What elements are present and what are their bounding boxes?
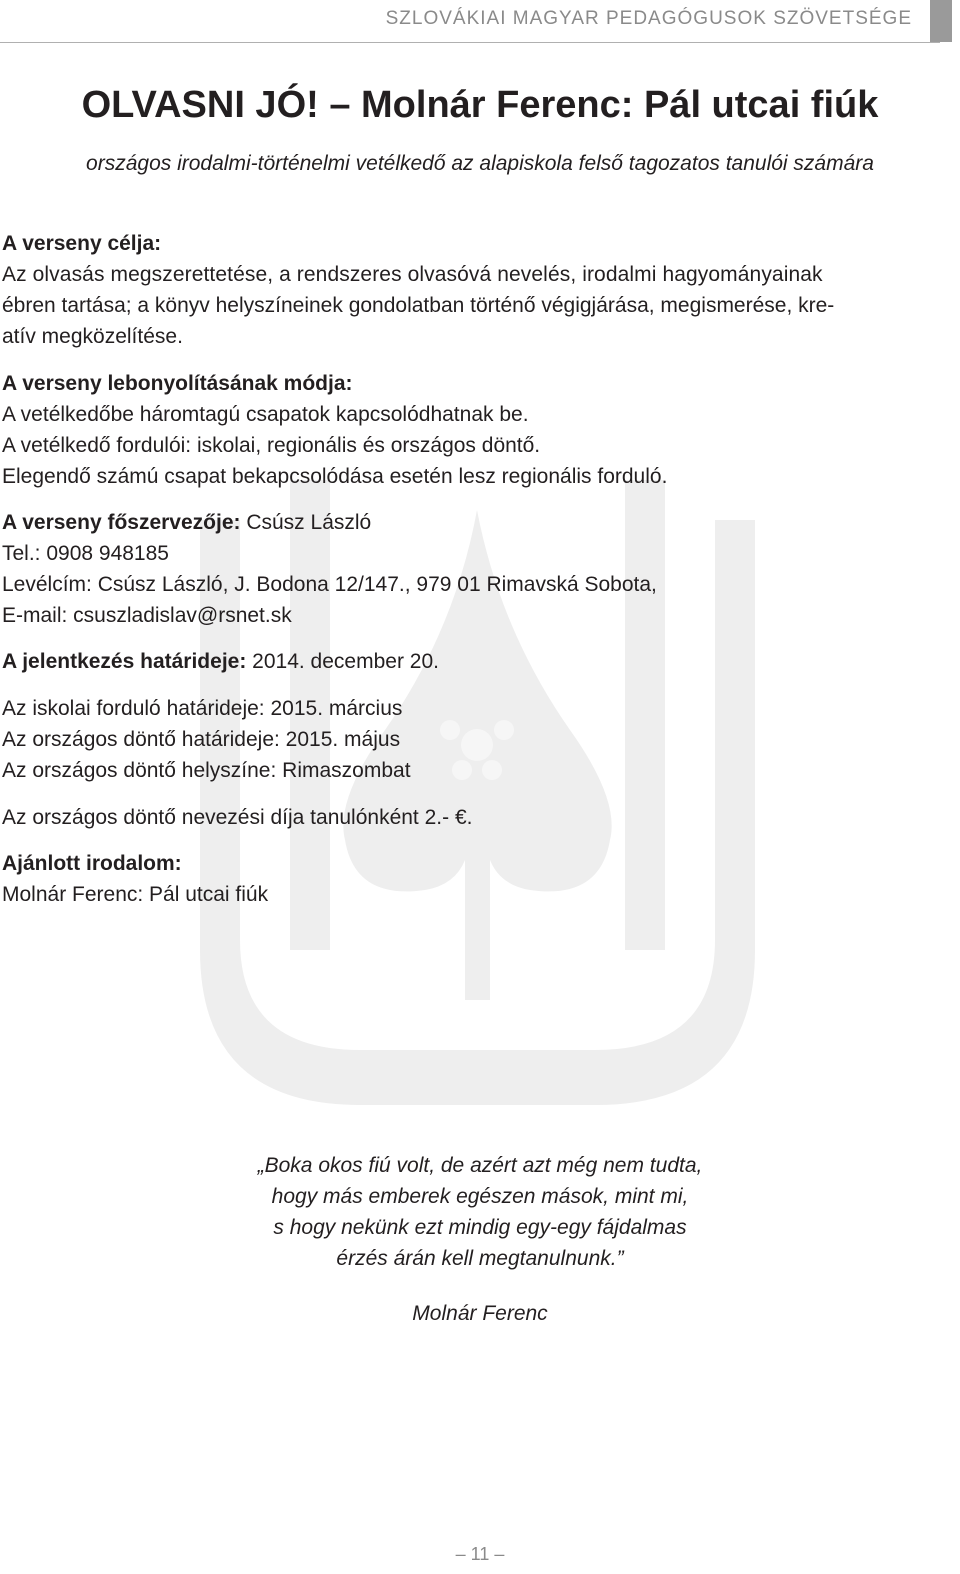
page-title: OLVASNI JÓ! – Molnár Ferenc: Pál utcai fiúk [81,84,879,126]
method-line: Elegendő számú csapat bekapcsolódása esetén lesz regionális forduló. [2,465,668,488]
header-rule [0,42,940,43]
goal-line: Az olvasás megszerettetése, a rendszeres olvasóvá nevelés, irodalmi hagyományainak [2,263,823,286]
literature-item: Molnár Ferenc: Pál utcai fiúk [2,883,269,906]
entry-fee: Az országos döntő nevezési díja tanulónként 2.- €. [2,806,473,829]
organizer-email: E-mail: csuszladislav@rsnet.sk [2,604,292,627]
page-number: – 11 – [455,1544,505,1564]
method-line: A vetélkedőbe háromtagú csapatok kapcsolódhatnak be. [2,403,529,426]
organization-name: SZLOVÁKIAI MAGYAR PEDAGÓGUSOK SZÖVETSÉGE [385,8,912,29]
schedule-line: Az országos döntő határideje: 2015. május [2,728,401,751]
quote-author: Molnár Ferenc [412,1302,548,1325]
quote-line: érzés árán kell megtanulnunk.” [336,1247,624,1270]
organizer-name: Csúsz László [240,511,372,534]
schedule-line: Az országos döntő helyszíne: Rimaszombat [2,759,411,782]
organizer-line [2,509,371,537]
goal-line: atív megközelítése. [2,325,183,348]
header-gray-block [930,0,952,42]
quote-line: „Boka okos fiú volt, de azért azt még nem tudta, [257,1154,703,1177]
organizer-address: Levélcím: Csúsz László, J. Bodona 12/147., 979 01 Rimavská Sobota, [2,573,657,596]
page-subtitle: országos irodalmi-történelmi vetélkedő az alapiskola felső tagozatos tanulói számára [86,152,874,175]
schedule-line: Az iskolai forduló határideje: 2015. március [2,697,403,720]
organizer-label: A verseny főszervezője: [2,511,241,534]
page-header [0,0,960,44]
deadline-value: 2014. december 20. [246,650,439,673]
deadline-label: A jelentkezés határideje: [2,650,247,673]
method-line: A vetélkedő fordulói: iskolai, regionális és országos döntő. [2,434,541,457]
registration-deadline [2,648,439,676]
quote-line: s hogy nekünk ezt mindig egy-egy fájdalmas [273,1216,687,1239]
literature-heading: Ajánlott irodalom: [2,852,182,875]
goal-line: ébren tartása; a könyv helyszíneinek gondolatban történő végigjárása, megismerése, kre- [2,294,835,317]
goal-heading: A verseny célja: [2,232,162,255]
method-heading: A verseny lebonyolításának módja: [2,372,353,395]
organizer-phone: Tel.: 0908 948185 [2,542,169,565]
quote-line: hogy más emberek egészen mások, mint mi, [271,1185,689,1208]
